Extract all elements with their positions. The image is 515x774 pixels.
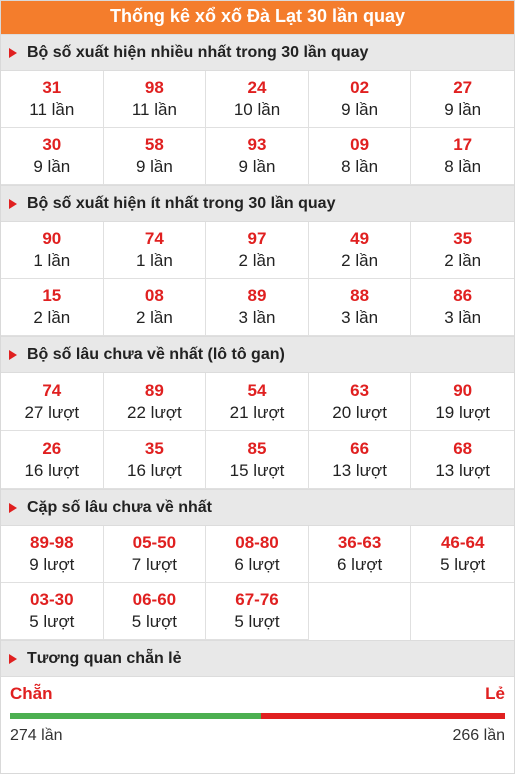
count: 9 lần: [33, 157, 71, 176]
number: 85: [247, 438, 267, 458]
count: 5 lượt: [131, 612, 177, 631]
number: 58: [144, 135, 164, 154]
number: 98: [144, 78, 164, 97]
number: 89: [247, 286, 267, 305]
number-grid-pairs: [1, 526, 514, 640]
empty-cell: [309, 583, 412, 640]
number: 74: [42, 380, 62, 400]
number: 90: [453, 380, 473, 400]
number-cell: [206, 128, 309, 185]
number-cell: [411, 71, 514, 128]
count: 9 lần: [341, 100, 379, 119]
pair-cell: [104, 583, 207, 640]
count: 9 lần: [135, 157, 173, 176]
count: 1 lần: [33, 251, 71, 270]
number: 09: [350, 135, 370, 154]
section-header-most: [1, 34, 514, 71]
pair-cell: [1, 583, 104, 640]
number-cell: [104, 431, 207, 489]
count: 16 lượt: [127, 460, 182, 480]
number: 15: [42, 286, 62, 305]
count: 5 lượt: [234, 612, 280, 631]
number-cell: [411, 128, 514, 185]
number-cell: [104, 279, 207, 336]
page-title: Thống kê xổ xố Đà Lạt 30 lần quay: [1, 1, 514, 34]
pair-number: 36-63: [337, 533, 382, 552]
pair-number: 05-50: [132, 533, 177, 552]
number: 88: [350, 286, 370, 305]
count: 8 lần: [341, 157, 379, 176]
parity-bar: [10, 713, 505, 719]
even-label: Chẵn: [10, 684, 53, 703]
number: 93: [247, 135, 267, 154]
count: 5 lượt: [29, 612, 75, 631]
number-cell: [1, 71, 104, 128]
section-title: Bộ số lâu chưa về nhất (lô tô gan): [27, 345, 285, 363]
number: 17: [453, 135, 473, 154]
odd-bar-fill: [261, 713, 505, 719]
number-cell: [1, 128, 104, 185]
section-header-parity: [1, 640, 514, 677]
number-cell: [1, 222, 104, 279]
section-header-pairs: [1, 489, 514, 526]
count: 2 lần: [33, 308, 71, 327]
count: 20 lượt: [332, 402, 387, 422]
pair-cell: [1, 526, 104, 583]
number-cell: [1, 279, 104, 336]
count: 11 lần: [29, 100, 75, 119]
number-cell: [309, 128, 412, 185]
number-cell: [309, 373, 412, 431]
number: 54: [247, 380, 267, 400]
number: 24: [247, 78, 267, 97]
count: 15 lượt: [229, 460, 285, 480]
pair-number: 89-98: [30, 533, 74, 552]
number: 68: [453, 438, 473, 458]
number: 35: [453, 229, 473, 248]
number-cell: [411, 279, 514, 336]
triangle-bullet-icon: [9, 199, 17, 209]
number-cell: [206, 431, 309, 489]
pair-number: 67-76: [235, 590, 279, 609]
section-header-least: [1, 185, 514, 222]
pair-cell: [206, 583, 309, 640]
number-cell: [1, 431, 104, 489]
count: 11 lần: [131, 100, 177, 119]
count: 22 lượt: [127, 402, 182, 422]
count: 2 lần: [238, 251, 276, 270]
count: 3 lần: [341, 308, 379, 327]
number-cell: [104, 373, 207, 431]
pair-cell: [411, 526, 514, 583]
section-title: Cặp số lâu chưa về nhất: [27, 498, 212, 516]
number: 49: [350, 229, 370, 248]
pair-cell: [206, 526, 309, 583]
number-cell: [206, 71, 309, 128]
count: 8 lần: [444, 157, 482, 176]
number: 89: [144, 380, 164, 400]
number-cell: [309, 71, 412, 128]
number-cell: [206, 373, 309, 431]
even-count: 274 lần: [10, 727, 63, 744]
count: 13 lượt: [435, 460, 491, 480]
count: 2 lần: [135, 308, 173, 327]
number-grid-most: [1, 71, 514, 185]
count: 3 lần: [238, 308, 276, 327]
count: 13 lượt: [332, 460, 387, 480]
empty-cell: [411, 583, 514, 640]
number: 30: [42, 135, 62, 154]
count: 9 lần: [238, 157, 276, 176]
number: 35: [144, 438, 164, 458]
number: 63: [350, 380, 370, 400]
count: 1 lần: [135, 251, 173, 270]
pair-number: 46-64: [440, 533, 485, 552]
number: 66: [350, 438, 370, 458]
section-header-gan: [1, 336, 514, 373]
count: 10 lần: [233, 100, 281, 119]
triangle-bullet-icon: [9, 48, 17, 58]
even-bar-fill: [10, 713, 261, 719]
number: 02: [350, 78, 370, 97]
count: 2 lần: [341, 251, 379, 270]
count: 2 lần: [444, 251, 482, 270]
triangle-bullet-icon: [9, 654, 17, 664]
count: 5 lượt: [440, 555, 486, 574]
number: 26: [42, 438, 62, 458]
number-cell: [309, 279, 412, 336]
number-grid-least: [1, 222, 514, 336]
triangle-bullet-icon: [9, 350, 17, 360]
count: 27 lượt: [24, 402, 80, 422]
pair-number: 08-80: [235, 533, 279, 552]
section-title: Tương quan chẵn lẻ: [27, 649, 182, 667]
number-cell: [104, 128, 207, 185]
pair-cell: [104, 526, 207, 583]
count: 9 lần: [444, 100, 482, 119]
number: 27: [453, 78, 473, 97]
number-cell: [104, 71, 207, 128]
section-title: Bộ số xuất hiện ít nhất trong 30 lần quay: [27, 194, 336, 212]
number: 74: [144, 229, 164, 248]
count: 6 lượt: [234, 555, 280, 574]
count: 3 lần: [444, 308, 482, 327]
count: 6 lượt: [336, 555, 383, 574]
number: 90: [42, 229, 62, 248]
number-cell: [104, 222, 207, 279]
number-cell: [206, 279, 309, 336]
count: 7 lượt: [131, 555, 177, 574]
odd-label: Lẻ: [485, 684, 505, 703]
number-cell: [411, 373, 514, 431]
count: 16 lượt: [24, 460, 80, 480]
count: 21 lượt: [229, 402, 285, 422]
number: 31: [42, 78, 62, 97]
parity-panel: [1, 677, 514, 752]
number: 08: [144, 286, 164, 305]
number: 86: [453, 286, 473, 305]
number-cell: [309, 222, 412, 279]
count: 19 lượt: [435, 402, 491, 422]
triangle-bullet-icon: [9, 503, 17, 513]
pair-number: 06-60: [132, 590, 177, 609]
number-cell: [1, 373, 104, 431]
number-cell: [411, 431, 514, 489]
number: 97: [247, 229, 267, 248]
number-grid-gan: [1, 373, 514, 489]
section-title: Bộ số xuất hiện nhiều nhất trong 30 lần quay: [27, 43, 369, 61]
number-cell: [309, 431, 412, 489]
odd-count: 266 lần: [452, 727, 505, 744]
number-cell: [411, 222, 514, 279]
number-cell: [206, 222, 309, 279]
count: 9 lượt: [29, 555, 75, 574]
pair-cell: [309, 526, 412, 583]
pair-number: 03-30: [30, 590, 74, 609]
